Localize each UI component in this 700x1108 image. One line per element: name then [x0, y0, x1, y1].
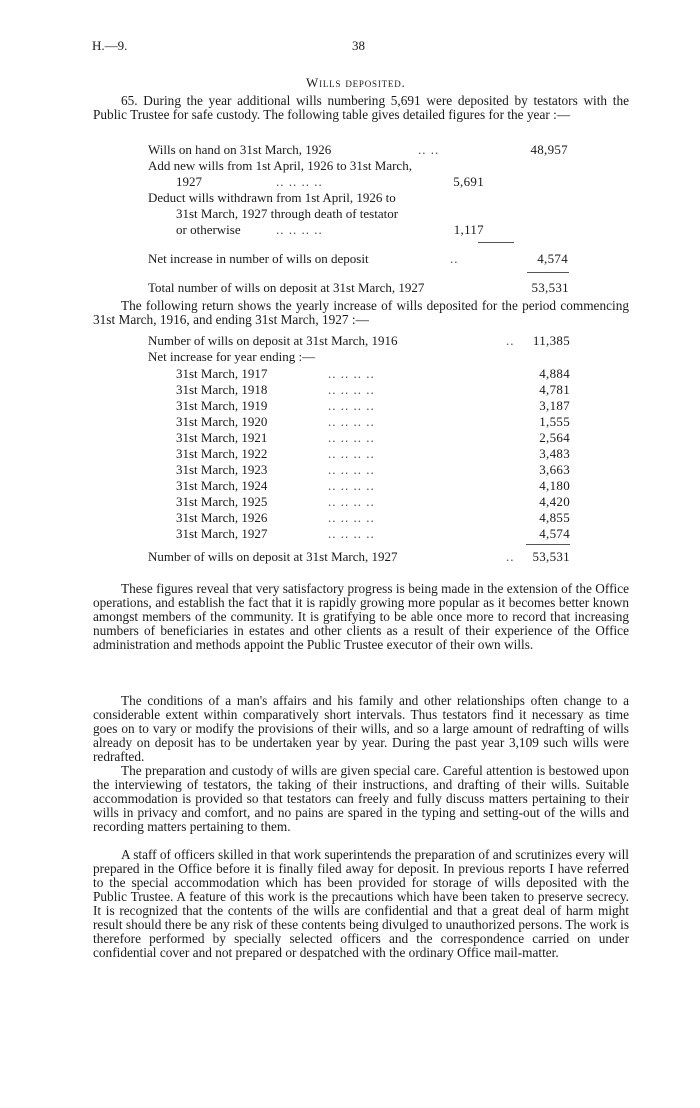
- leader-dots: ..: [450, 251, 459, 266]
- total-value: 53,531: [531, 280, 569, 295]
- deposit-1916-value: 11,385: [532, 333, 570, 348]
- net-increase-row: [148, 251, 568, 267]
- final-total-value: 53,531: [532, 549, 570, 564]
- conditions-paragraph: The conditions of a man's affairs and his family and other relationships often change to a considerable extent within comparatively short intervals. Thus testators find it necessary as time goes on to vary or modify the provisions of their wills, and so a large amount of redrafting of wills already on deposit has to be undertaken year by year. During the past year 3,109 such wills were redrafted.: [93, 693, 629, 764]
- year-label: 31st March, 1926: [176, 510, 268, 525]
- deduct-row-line2: [176, 206, 476, 222]
- leader-dots: .. .. .. ..: [328, 446, 375, 461]
- leader-dots: .. ..: [418, 142, 440, 157]
- leader-dots: .. .. .. ..: [328, 510, 375, 525]
- final-rule: [526, 544, 570, 545]
- year-label: 31st March, 1917: [176, 366, 268, 381]
- add-value: 5,691: [453, 174, 484, 189]
- add-label-year: 1927: [176, 174, 202, 189]
- year-value: 1,555: [539, 414, 570, 429]
- leader-dots: ..: [506, 333, 515, 348]
- year-label: 31st March, 1927: [176, 526, 268, 541]
- deposit-1916-label: Number of wills on deposit at 31st March, 1916: [148, 333, 398, 348]
- year-value: 3,663: [539, 462, 570, 477]
- year-row: [176, 478, 570, 494]
- leader-dots: .. .. .. ..: [328, 478, 375, 493]
- leader-dots: .. .. .. ..: [328, 366, 375, 381]
- leader-dots: .. .. .. ..: [328, 414, 375, 429]
- year-value: 4,884: [539, 366, 570, 381]
- deduct-label-cont: 31st March, 1927 through death of testator: [176, 206, 399, 221]
- deduct-row-line1: [148, 190, 468, 206]
- year-row: [176, 510, 570, 526]
- year-value: 4,781: [539, 382, 570, 397]
- deposit-1916-row: [148, 333, 570, 349]
- preparation-paragraph: The preparation and custody of wills are given special care. Careful attention is bestowed upon the interviewing of testators, the taking of their instructions, and drafting of their wills. Suitable accommodation is provided so that testators can freely and fully discuss matters pertaining to their wills in privacy and comfort, and no pains are spared in the typing and setting-out of the wills and recording matters pertaining to them.: [93, 763, 629, 834]
- year-label: 31st March, 1922: [176, 446, 268, 461]
- total-label: Total number of wills on deposit at 31st March, 1927: [148, 280, 425, 295]
- leader-dots: ..: [506, 549, 515, 564]
- total-rule: [527, 272, 569, 273]
- year-row: [176, 494, 570, 510]
- subtotal-rule: [478, 242, 514, 243]
- year-value: 4,180: [539, 478, 570, 493]
- final-total-label: Number of wills on deposit at 31st March, 1927: [148, 549, 398, 564]
- year-label: 31st March, 1925: [176, 494, 268, 509]
- add-row-line2: [176, 174, 484, 190]
- year-row: [176, 382, 570, 398]
- year-label: 31st March, 1919: [176, 398, 268, 413]
- net-increase-value: 4,574: [537, 251, 568, 266]
- year-row: [176, 446, 570, 462]
- year-label: 31st March, 1923: [176, 462, 268, 477]
- add-label: Add new wills from 1st April, 1926 to 31st March,: [148, 158, 412, 173]
- total-row: [148, 280, 569, 296]
- on-hand-row: [148, 142, 568, 158]
- leader-dots: .. .. .. ..: [328, 430, 375, 445]
- add-row-line1: [148, 158, 468, 174]
- return-intro-paragraph: The following return shows the yearly increase of wills deposited for the period commencing 31st March, 1916, and ending 31st March, 1927 :—: [93, 298, 629, 327]
- year-label: 31st March, 1918: [176, 382, 268, 397]
- deduct-label-end: or otherwise: [176, 222, 241, 237]
- year-label: 31st March, 1924: [176, 478, 268, 493]
- progress-paragraph: These figures reveal that very satisfactory progress is being made in the extension of the Office operations, and establish the fact that it is rapidly growing more popular as it becomes better known amongst members of the community. It is gratifying to be able once more to record that increasing numbers of beneficiaries in estates and other clients as a result of their experience of the Office administration and methods appoint the Public Trustee executor of their own wills.: [93, 581, 629, 652]
- year-row: [176, 414, 570, 430]
- leader-dots: .. .. .. ..: [328, 462, 375, 477]
- leader-dots: .. .. .. ..: [328, 494, 375, 509]
- intro-paragraph: 65. During the year additional wills numbering 5,691 were deposited by testators with the Public Trustee for safe custody. The following table gives detailed figures for the year :—: [93, 93, 629, 122]
- leader-dots: .. .. .. ..: [328, 382, 375, 397]
- net-increase-label: Net increase in number of wills on deposit: [148, 251, 369, 266]
- year-value: 4,420: [539, 494, 570, 509]
- year-value: 4,574: [539, 526, 570, 541]
- deduct-row-line3: [176, 222, 484, 238]
- staff-paragraph: A staff of officers skilled in that work superintends the preparation of and scrutinizes every will prepared in the Office before it is finally filed away for deposit. In previous reports I have referred to the special accommodation which has been provided for storage of wills deposited with the Public Trustee. A feature of this work is the precautions which have been taken to preserve secrecy. It is recognized that the contents of the wills are confidential and that a great deal of harm might result should there be any risk of these contents being divulged to unauthorized persons. The work is therefore performed by specially selected officers and the correspondence carried on under confidential cover and not prepared or despatched with the ordinary Office mail-matter.: [93, 847, 629, 960]
- year-label: 31st March, 1920: [176, 414, 268, 429]
- deduct-label: Deduct wills withdrawn from 1st April, 1926 to: [148, 190, 396, 205]
- leader-dots: .. .. .. ..: [276, 174, 323, 189]
- year-row: [176, 366, 570, 382]
- year-value: 2,564: [539, 430, 570, 445]
- year-row: [176, 526, 570, 542]
- final-total-row: [148, 549, 570, 565]
- year-row: [176, 462, 570, 478]
- leader-dots: .. .. .. ..: [276, 222, 323, 237]
- year-value: 4,855: [539, 510, 570, 525]
- section-title: Wills deposited.: [306, 75, 406, 90]
- net-increase-heading-label: Net increase for year ending :—: [148, 349, 316, 364]
- leader-dots: .. .. .. ..: [328, 398, 375, 413]
- page-number: 38: [352, 38, 365, 53]
- year-value: 3,187: [539, 398, 570, 413]
- year-row: [176, 430, 570, 446]
- deduct-value: 1,117: [453, 222, 484, 237]
- net-increase-heading: [148, 349, 448, 365]
- document-reference: H.—9.: [92, 38, 128, 53]
- year-value: 3,483: [539, 446, 570, 461]
- on-hand-value: 48,957: [530, 142, 568, 157]
- on-hand-label: Wills on hand on 31st March, 1926: [148, 142, 332, 157]
- leader-dots: .. .. .. ..: [328, 526, 375, 541]
- year-row: [176, 398, 570, 414]
- year-label: 31st March, 1921: [176, 430, 268, 445]
